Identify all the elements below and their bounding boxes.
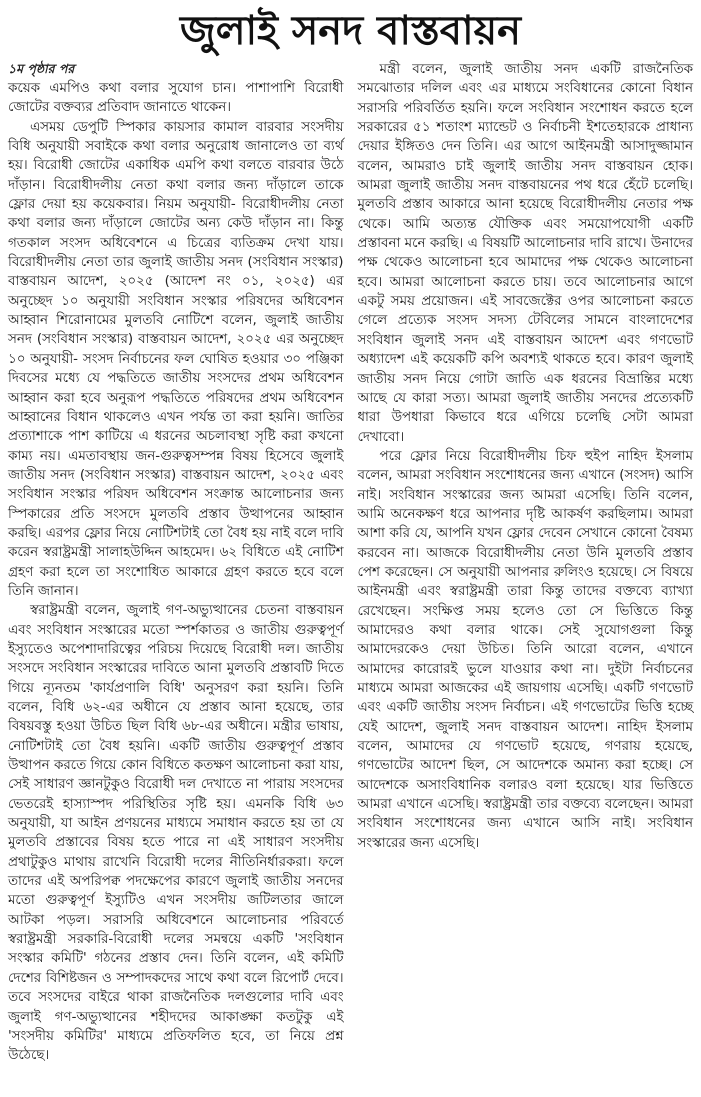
paragraph: কয়েক এমপিও কথা বলার সুযোগ চান। পাশাপাশি বিরোধী জোটের বক্তব্যর প্রতিবাদ জানাতে থাকেন।	[8, 81, 344, 116]
article-body	[0, 56, 701, 1084]
paragraph: এসময় ডেপুটি স্পিকার কায়সার কামাল বারবার সংসদীয় বিধি অনুযায়ী সবাইকে কথা বলার অনুরোধ জানালেও তা ব্যর্থ হয়। বিরোধী জোটের একাধিক এমপি কথা বলতে বারবার উঠে দাঁড়ান। বিরোধীদলীয় নেতা কথা বলার জন্য দাঁড়ালে তাকে ফ্লোর দেয়া হয় কয়েকবার। নিয়ম অনুযায়ী- বিরোধীদলীয় নেতা কথা বলার জন্য দাঁড়ালে জোটের অন্য কেউ দাঁড়ান না। কিন্তু গতকাল সংসদ অধিবেশনে এ চিত্রের ব্যতিক্রম দেখা যায়। বিরোধীদলীয় নেতা তার জুলাই জাতীয় সনদ (সংবিধান সংস্কার) বাস্তবায়ন আদেশ, ২০২৫ (আদেশ নং ০১, ২০২৫) এর অনুচ্ছেদ ১০ অনুযায়ী সংবিধান সংস্কার পরিষদের অধিবেশন আহ্বান শিরোনামের মুলতবি নোটিশে বলেন, জুলাই জাতীয় সনদ (সংবিধান সংস্কার) বাস্তবায়ন আদেশ, ২০২৫ এর অনুচ্ছেদ ১০ অনুযায়ী- সংসদ নির্বাচনের ফল ঘোষিত হওয়ার ৩০ পঞ্জিকা দিবসের মধ্যে যে পদ্ধতিতে জাতীয় সংসদের প্রথম অধিবেশন আহ্বান করা হবে অনুরূপ পদ্ধতিতে পরিষদের প্রথম অধিবেশন আহ্বানের বিধান থাকলেও এখন পর্যন্ত তা করা হয়নি। জাতির প্রত্যাশাকে পাশ কাটিয়ে এ ধরনের অচলাবস্থা সৃষ্টি করা কখনো কাম্য নয়। এমতাবস্থায় জন-গুরুত্বসম্পন্ন বিষয় হিসেবে জুলাই জাতীয় সনদ (সংবিধান সংস্কার) বাস্তবায়ন আদেশ, ২০২৫ এবং সংবিধান সংস্কার পরিষদ অধিবেশন সংক্রান্ত আলোচনার জন্য স্পিকারের প্রতি সংসদে মুলতবি প্রস্তাব উত্থাপনের আহ্বান করছি। এরপর ফ্লোর নিয়ে নোটিশটাই তো বৈধ হয় নাই বলে দাবি করেন স্বরাষ্ট্রমন্ত্রী সালাহউদ্দিন আহমেদ। ৬২ বিধিতে এই নোটিশ গ্রহণ করা হলে তা সংশোধিত আকারে গ্রহণ করতে হবে বলে তিনি জানান।	[8, 119, 344, 599]
paragraph: পরে ফ্লোর নিয়ে বিরোধীদলীয় চিফ হুইপ নাহিদ ইসলাম বলেন, আমরা সংবিধান সংশোধনের জন্য এখানে (সংসদ) আসি নাই। সংবিধান সংস্কারের জন্য আমরা এসেছি। তিনি বলেন, আমি অনেকক্ষণ ধরে আপনার দৃষ্টি আকর্ষণ করছিলাম। আমরা আশা করি যে, আপনি যখন ফ্লোর দেবেন সেখানে কোনো বৈষম্য করবেন না। আজকে বিরোধীদলীয় নেতা উনি মুলতবি প্রস্তাব পেশ করেছেন। সে অনুযায়ী আপনার রুলিংও হয়েছে। সে বিষয়ে আইনমন্ত্রী এবং স্বরাষ্ট্রমন্ত্রী তারা কিন্তু তাদের বক্তব্যে ব্যাখ্যা রেখেছেন। সংক্ষিপ্ত সময় হলেও তো সে ভিত্তিতে কিন্তু আমাদেরও কথা বলার থাকে। সেই সুযোগগুলা কিন্তু আমাদেরকেও দেয়া উচিত। তিনি আরো বলেন, এখানে আমাদের কারোরই ভুলে যাওয়ার কথা না। দুইটা নির্বাচনের মাধ্যমে আমরা আজকের এই জায়গায় এসেছি। একটি গণভোট এবং একটি জাতীয় সংসদ নির্বাচন। এই গণভোটের ভিত্তি হচ্ছে যেই আদেশ, জুলাই সনদ বাস্তবায়ন আদেশ। নাহিদ ইসলাম বলেন, আমাদের যে গণভোট হয়েছে, গণরায় হয়েছে, গণভোটের আদেশ ছিল, সে আদেশকে অমান্য করা হচ্ছে। সে আদেশকে অসাংবিধানিক বলারও বলা হয়েছে। যার ভিত্তিতে আমরা এখানে এসেছি। স্বরাষ্ট্রমন্ত্রী তার বক্তব্যে বলেছেন। আমরা সংবিধান সংশোধনের জন্য এখানে আসি নাই। সংবিধান সংস্কারের জন্য এসেছি।	[357, 448, 693, 851]
continuation-kicker: ১ম পৃষ্ঠার পর	[8, 61, 75, 76]
headline: জুলাই সনদ বাস্তবায়ন	[179, 8, 522, 54]
paragraph: মন্ত্রী বলেন, জুলাই জাতীয় সনদ একটি রাজনৈতিক সমঝোতার দলিল এবং এর মাধ্যমে সংবিধানের কোনো বিধান সরাসরি পরিবর্তিত হয়নি। ফলে সংবিধান সংশোধন করতে হলে সরকারের ৫১ শতাংশ ম্যান্ডেট ও নির্বাচনী ইশতেহারকে প্রাধান্য দেয়ার ইঙ্গিতও দেন তিনি। এর আগে আইনমন্ত্রী আসাদুজ্জামান বলেন, আমরাও চাই জুলাই জাতীয় সনদ বাস্তবায়ন হোক। আমরা জুলাই জাতীয় সনদ বাস্তবায়নের পথ ধরে হেঁটে চলেছি। মুলতবি প্রস্তাব আকারে আনা হয়েছে বিরোধীদলীয় নেতার পক্ষ থেকে। আমি অত্যন্ত যৌক্তিক এবং সময়োপযোগী একটি প্রস্তাবনা মনে করছি। এ বিষয়টি আলোচনার দাবি রাখে। উনাদের পক্ষ থেকেও আলোচনা হবে আমাদের পক্ষ থেকেও আলোচনা হবে। আমরা আলোচনা করতে চায়। তবে আলোচনার আগে একটু সময় প্রয়োজন। এই সাবজেক্টের ওপর আলোচনা করতে গেলে প্রত্যেক সংসদ সদস্য টেবিলের সামনে বাংলাদেশের সংবিধান জুলাই সনদ এই বাস্তবায়ন আদেশ এবং গণভোট অধ্যাদেশ এই কয়েকটি কপি অবশ্যই থাকতে হবে। কারণ জুলাই জাতীয় সনদ নিয়ে গোটা জাতি এক ধরনের বিভ্রান্তির মধ্যে আছে যে কারা সত্য। আমরা জুলাই জাতীয় সনদের প্রত্যেকটি ধারা উপধারা কিভাবে ধরে এগিয়ে চলেছি সেটা আমরা দেখাবো।	[357, 62, 693, 445]
paragraph: স্বরাষ্ট্রমন্ত্রী বলেন, জুলাই গণ-অভ্যুত্থানের চেতনা বাস্তবায়ন এবং সংবিধান সংস্কারের মতো স্পর্শকাতর ও জাতীয় গুরুত্বপূর্ণ ইস্যুতেও অপেশাদারিত্বের পরিচয় দিয়েছে বিরোধী দল। জাতীয় সংসদে সংবিধান সংস্কারের দাবিতে আনা মুলতবি প্রস্তাবটি দিতে গিয়ে ন্যূনতম 'কার্যপ্রণালি বিধি' অনুসরণ করা হয়নি। তিনি বলেন, বিধি ৬২-এর অধীনে যে প্রস্তাব আনা হয়েছে, তার বিষয়বস্তু হওয়া উচিত ছিল বিধি ৬৮-এর অধীনে। মন্ত্রীর ভাষায়, নোটিশটাই তো বৈধ হয়নি। একটি জাতীয় গুরুত্বপূর্ণ প্রস্তাব উত্থাপন করতে গিয়ে কোন বিধিতে কতক্ষণ আলোচনা করা যায়, সেই সাধারণ জ্ঞানটুকুও বিরোধী দল দেখাতে না পারায় সংসদের ভেতরেই হাস্যাস্পদ পরিস্থিতির সৃষ্টি হয়। এমনকি বিধি ৬৩ অনুযায়ী, যা আইন প্রণয়নের মাধ্যমে সমাধান করতে হয় তা যে মুলতবি প্রস্তাবের বিষয় হতে পারে না এই সাধারণ সংসদীয় প্রথাটুকুও মাথায় রাখেনি বিরোধী দলের নীতিনির্ধারকরা। ফলে তাদের এই অপরিপক্ব পদক্ষেপের কারণে জুলাই জাতীয় সনদের মতো গুরুত্বপূর্ণ ইস্যুটিও এখন সংসদীয় জটিলতার জালে আটকা পড়ল। সরাসরি অধিবেশনে আলোচনার পরিবর্তে স্বরাষ্ট্রমন্ত্রী সরকারি-বিরোধী দলের সমন্বয়ে একটি 'সংবিধান সংস্কার কমিটি' গঠনের প্রস্তাব দেন। তিনি বলেন, এই কমিটি দেশের বিশিষ্টজন ও সম্পাদকদের সাথে কথা বলে রিপোর্ট দেবে। তবে সংসদের বাইরে থাকা রাজনৈতিক দলগুলোর দাবি এবং জুলাই গণ-অভ্যুত্থানের শহীদদের আকাঙ্ক্ষা কতটুকু এই 'সংসদীয় কমিটির' মাধ্যমে প্রতিফলিত হবে, তা নিয়ে প্রশ্ন উঠেছে।	[8, 603, 344, 1064]
